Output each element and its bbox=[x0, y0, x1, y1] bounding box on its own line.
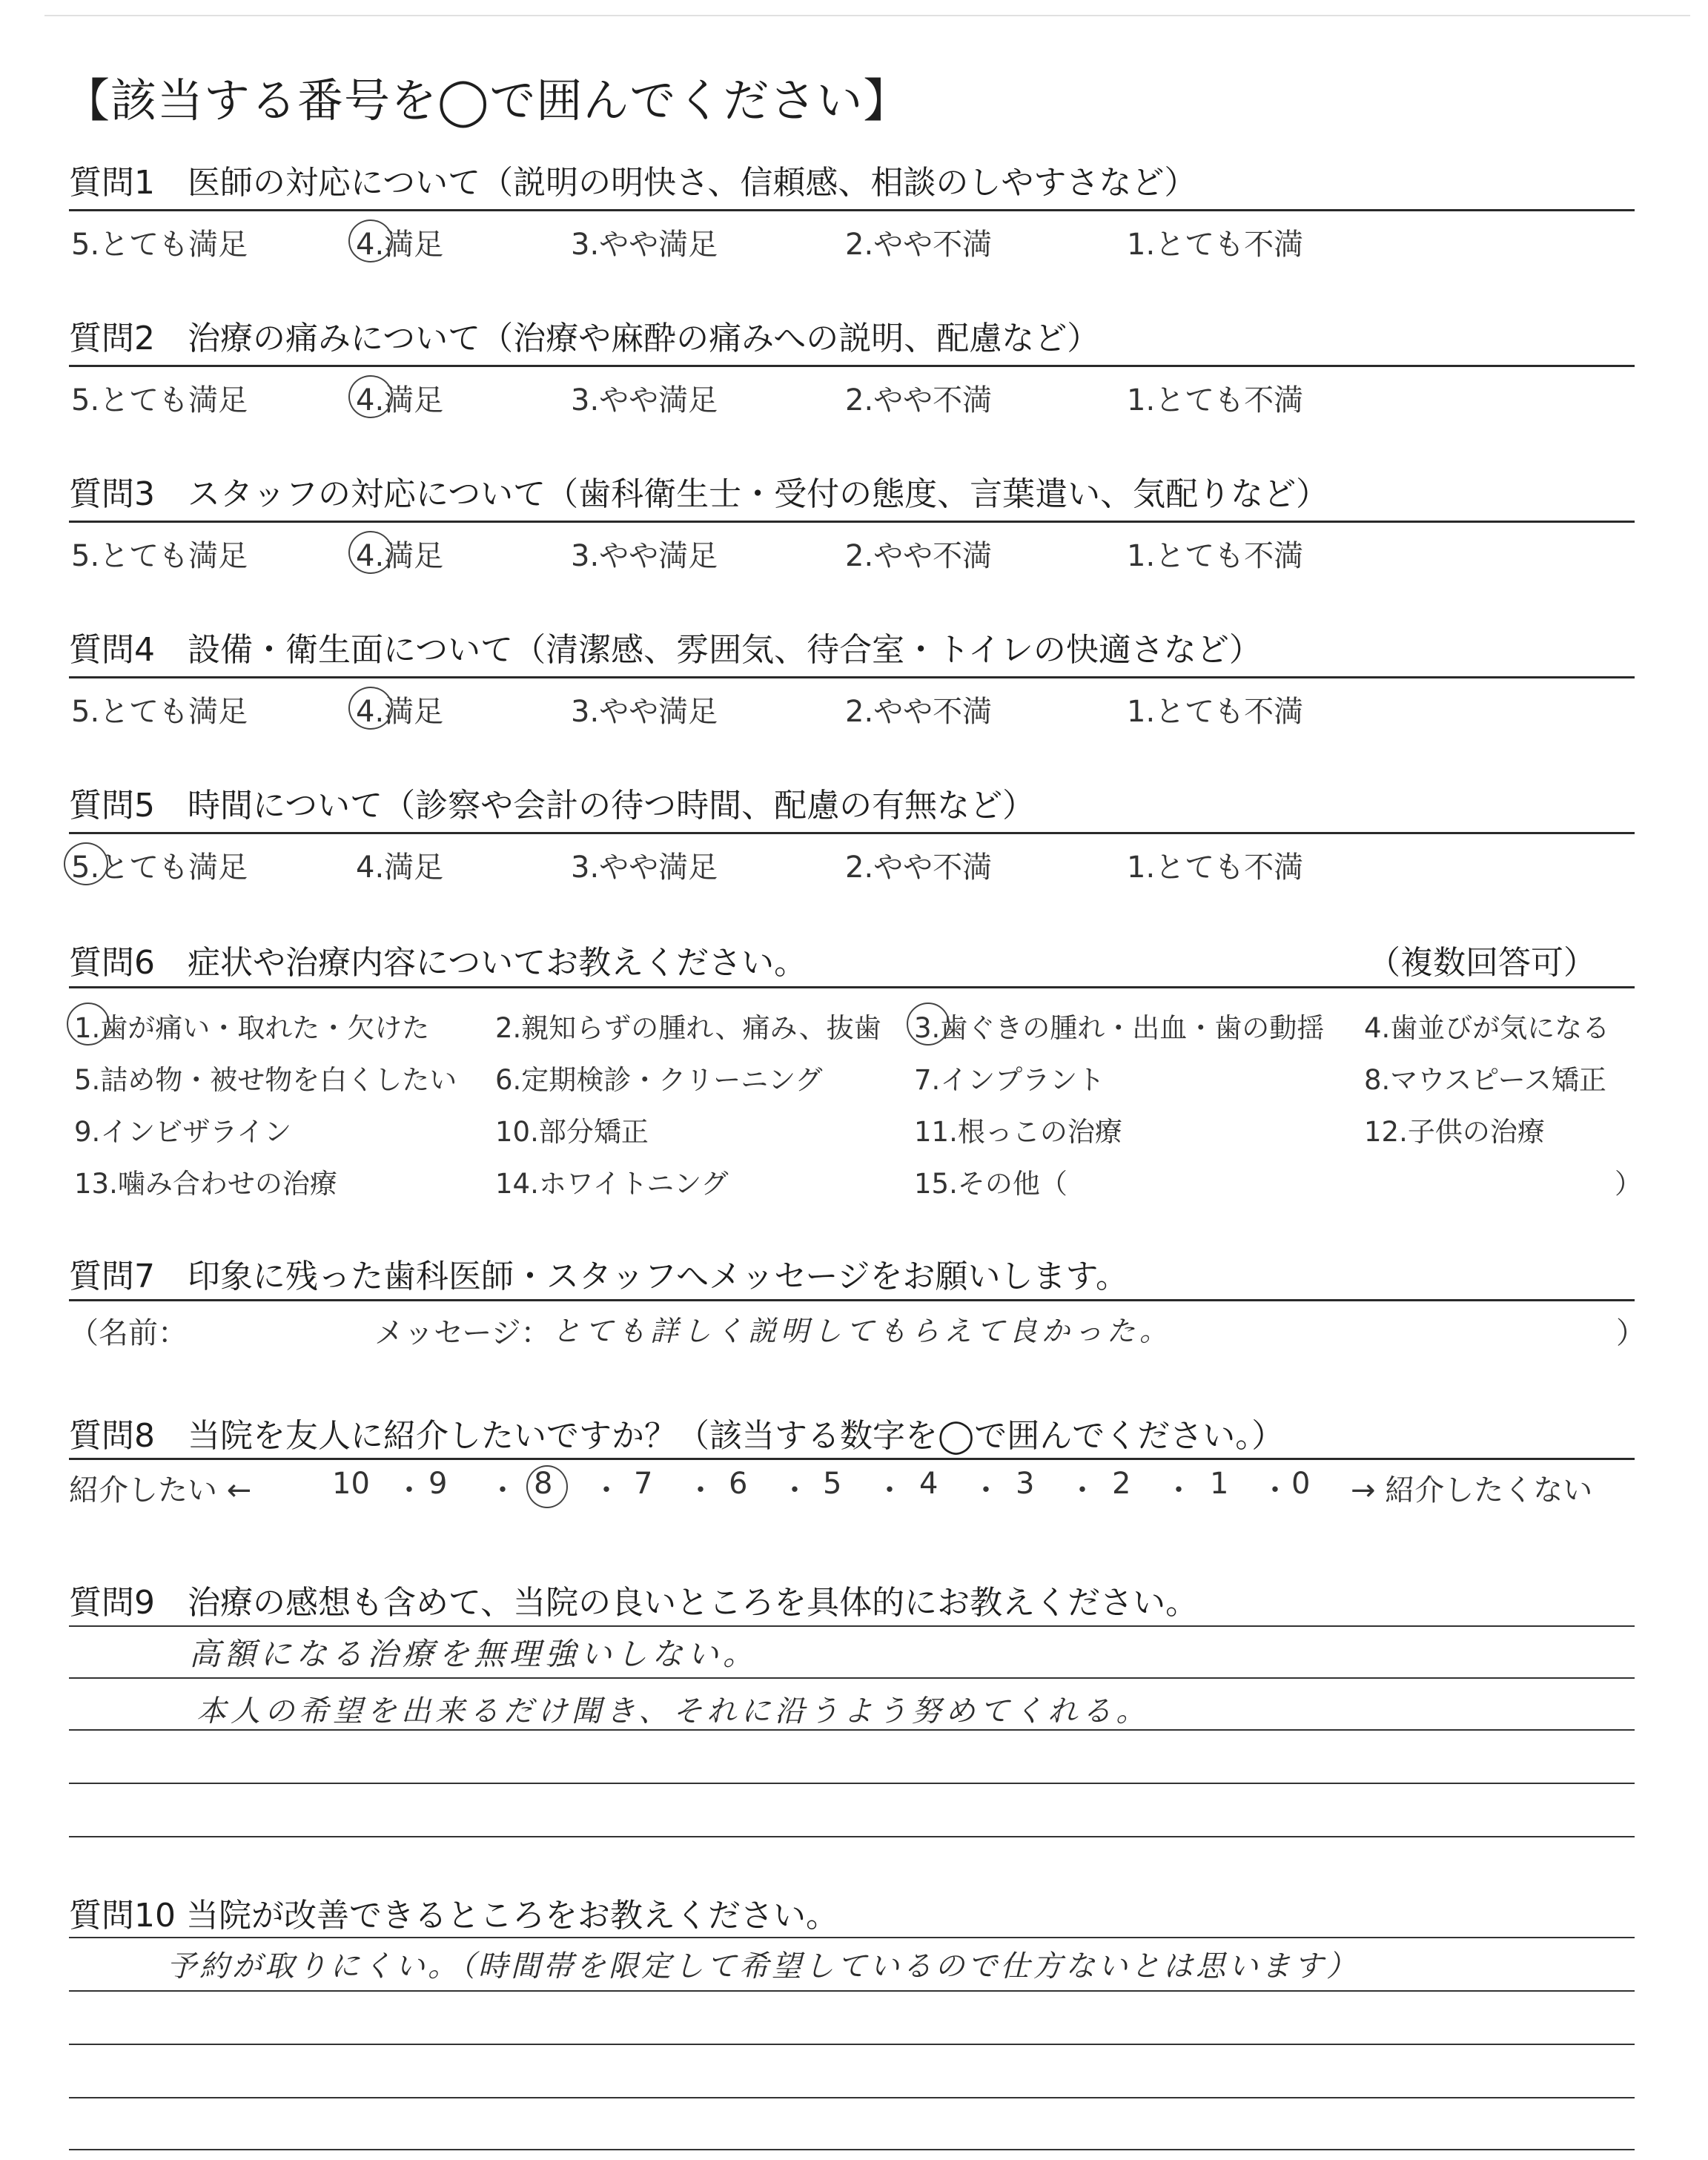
q6-note: （複数回答可） bbox=[1368, 944, 1596, 982]
q8-scale-separator: ・ bbox=[971, 1473, 1001, 1507]
q10-answer-line-3 bbox=[69, 2044, 1635, 2045]
q9-title: 質問9 治療の感想も含めて、当院の良いところを具体的にお教えください。 bbox=[69, 1584, 1199, 1622]
q7-close-paren: ） bbox=[1616, 1316, 1646, 1350]
q8-scale-0: 0 bbox=[1291, 1467, 1311, 1501]
q8-scale-9: 9 bbox=[428, 1467, 448, 1501]
q4-option-2: 2.やや不満 bbox=[845, 695, 993, 729]
q8-scale-separator: ・ bbox=[592, 1473, 621, 1507]
page-title: 【該当する番号を◯で囲んでください】 bbox=[64, 73, 910, 128]
q4-title: 質問4 設備・衛生面について（清潔感、雰囲気、待合室・トイレの快適さなど） bbox=[69, 631, 1262, 669]
q2-selected-circle bbox=[348, 375, 393, 418]
q8-scale-1: 1 bbox=[1210, 1467, 1229, 1501]
q5-option-2: 2.やや不満 bbox=[845, 851, 993, 885]
q6-option-8: 8.マウスピース矯正 bbox=[1364, 1064, 1606, 1096]
q6-option-11: 11.根っこの治療 bbox=[914, 1116, 1122, 1148]
page-top-edge bbox=[44, 15, 1690, 16]
q6-option-3: 3.歯ぐきの腫れ・出血・歯の動揺 bbox=[914, 1012, 1325, 1044]
q8-rule bbox=[69, 1458, 1635, 1460]
q5-rule bbox=[69, 832, 1635, 834]
q2-rule bbox=[69, 365, 1635, 367]
q3-title: 質問3 スタッフの対応について（歯科衛生士・受付の態度、言葉遣い、気配りなど） bbox=[69, 475, 1329, 513]
q8-scale-separator: ・ bbox=[488, 1473, 517, 1507]
q5-option-5: 5.とても満足 bbox=[71, 851, 248, 885]
q8-scale-5: 5 bbox=[823, 1467, 842, 1501]
q9-answer-line-1 bbox=[69, 1625, 1635, 1627]
q6-option-7: 7.インプラント bbox=[914, 1064, 1105, 1096]
q3-option-2: 2.やや不満 bbox=[845, 539, 993, 573]
q6-option-16: ） bbox=[1615, 1168, 1642, 1200]
q5-title: 質問5 時間について（診察や会計の待つ時間、配慮の有無など） bbox=[69, 787, 1036, 825]
q8-scale-7: 7 bbox=[634, 1467, 653, 1501]
q10-answer-line-1 bbox=[69, 1937, 1635, 1938]
q2-option-4: 4.満足 bbox=[356, 383, 444, 417]
q7-rule bbox=[69, 1299, 1635, 1301]
q2-title: 質問2 治療の痛みについて（治療や麻酔の痛みへの説明、配慮など） bbox=[69, 320, 1100, 357]
q9-answer-line-4 bbox=[69, 1783, 1635, 1784]
q6-option-1: 1.歯が痛い・取れた・欠けた bbox=[74, 1012, 430, 1044]
q7-message-label: メッセージ： bbox=[374, 1316, 551, 1350]
q6-option-15: 15.その他（ bbox=[914, 1168, 1068, 1200]
q10-answer-line-1: 予約が取りにくい。（時間帯を限定して希望しているので仕方ないとは思います） bbox=[167, 1949, 1359, 1984]
q8-scale-separator: ・ bbox=[1068, 1473, 1097, 1507]
q7-message-handwritten: とても詳しく説明してもらえて良かった。 bbox=[552, 1315, 1173, 1347]
q6-option-13: 13.噛み合わせの治療 bbox=[74, 1168, 337, 1200]
q2-option-1: 1.とても不満 bbox=[1127, 383, 1304, 417]
q6-option-5: 5.詰め物・被せ物を白くしたい bbox=[74, 1064, 457, 1096]
q8-scale-8: 8 bbox=[534, 1467, 553, 1501]
q8-right-label: → 紹介したくない bbox=[1351, 1473, 1593, 1507]
q8-scale-6: 6 bbox=[729, 1467, 748, 1501]
q8-scale-separator: ・ bbox=[394, 1473, 424, 1507]
q3-option-5: 5.とても満足 bbox=[71, 539, 248, 573]
q10-title: 質問10 当院が改善できるところをお教えください。 bbox=[69, 1897, 838, 1935]
q8-scale-separator: ・ bbox=[686, 1473, 715, 1507]
q10-answer-line-4 bbox=[69, 2097, 1635, 2098]
q8-scale-separator: ・ bbox=[1260, 1473, 1290, 1507]
q3-option-1: 1.とても不満 bbox=[1127, 539, 1304, 573]
q1-option-5: 5.とても満足 bbox=[71, 228, 248, 262]
q6-option-14: 14.ホワイトニング bbox=[495, 1168, 729, 1200]
q6-option-10: 10.部分矯正 bbox=[495, 1116, 649, 1148]
q9-answer-line-1: 高額になる治療を無理強いしない。 bbox=[189, 1636, 759, 1672]
q8-title: 質問8 当院を友人に紹介したいですか？（該当する数字を◯で囲んでください。） bbox=[69, 1417, 1285, 1455]
q5-selected-circle bbox=[64, 842, 108, 885]
q5-option-3: 3.やや満足 bbox=[571, 851, 718, 885]
q8-scale-separator: ・ bbox=[1164, 1473, 1194, 1507]
q9-answer-line-2 bbox=[69, 1677, 1635, 1679]
q1-option-3: 3.やや満足 bbox=[571, 228, 718, 262]
q2-option-5: 5.とても満足 bbox=[71, 383, 248, 417]
q4-option-1: 1.とても不満 bbox=[1127, 695, 1304, 729]
q4-option-3: 3.やや満足 bbox=[571, 695, 718, 729]
q8-scale-4: 4 bbox=[919, 1467, 939, 1501]
q4-selected-circle bbox=[348, 687, 393, 730]
q2-option-3: 3.やや満足 bbox=[571, 383, 718, 417]
q10-answer-line-5 bbox=[69, 2149, 1635, 2150]
q1-title: 質問1 医師の対応について（説明の明快さ、信頼感、相談のしやすさなど） bbox=[69, 164, 1197, 202]
q1-selected-circle bbox=[348, 219, 393, 262]
q1-option-2: 2.やや不満 bbox=[845, 228, 993, 262]
q6-selected-circle-1 bbox=[67, 1003, 110, 1046]
q1-option-1: 1.とても不満 bbox=[1127, 228, 1304, 262]
q1-rule bbox=[69, 209, 1635, 211]
q6-title: 質問6 症状や治療内容についてお教えください。 bbox=[69, 944, 807, 982]
q6-option-6: 6.定期検診・クリーニング bbox=[495, 1064, 823, 1096]
q8-left-label: 紹介したい ← bbox=[69, 1473, 252, 1507]
q6-option-4: 4.歯並びが気になる bbox=[1364, 1012, 1610, 1044]
q5-option-4: 4.満足 bbox=[356, 851, 444, 885]
q7-title: 質問7 印象に残った歯科医師・スタッフへメッセージをお願いします。 bbox=[69, 1258, 1128, 1295]
q1-option-4: 4.満足 bbox=[356, 228, 444, 262]
q6-selected-circle-3 bbox=[907, 1003, 950, 1046]
q3-selected-circle bbox=[348, 531, 393, 574]
q3-rule bbox=[69, 521, 1635, 523]
q6-rule bbox=[69, 986, 1635, 988]
q5-option-1: 1.とても不満 bbox=[1127, 851, 1304, 885]
q8-scale-10: 10 bbox=[332, 1467, 370, 1501]
q8-scale-3: 3 bbox=[1016, 1467, 1035, 1501]
q3-option-4: 4.満足 bbox=[356, 539, 444, 573]
q3-option-3: 3.やや満足 bbox=[571, 539, 718, 573]
q8-scale-2: 2 bbox=[1112, 1467, 1131, 1501]
q4-option-5: 5.とても満足 bbox=[71, 695, 248, 729]
q9-answer-line-2: 本人の希望を出来るだけ聞き、それに沿うよう努めてくれる。 bbox=[196, 1694, 1151, 1728]
q4-rule bbox=[69, 676, 1635, 678]
q2-option-2: 2.やや不満 bbox=[845, 383, 993, 417]
q8-selected-circle bbox=[526, 1465, 568, 1508]
q6-option-12: 12.子供の治療 bbox=[1364, 1116, 1545, 1148]
q8-scale-separator: ・ bbox=[875, 1473, 904, 1507]
q7-name-label: （名前： bbox=[69, 1316, 188, 1350]
q4-option-4: 4.満足 bbox=[356, 695, 444, 729]
q9-answer-line-5 bbox=[69, 1836, 1635, 1837]
q8-scale-separator: ・ bbox=[780, 1473, 810, 1507]
q6-option-9: 9.インビザライン bbox=[74, 1116, 292, 1148]
q10-answer-line-2 bbox=[69, 1990, 1635, 1992]
q6-option-2: 2.親知らずの腫れ、痛み、抜歯 bbox=[495, 1012, 881, 1044]
